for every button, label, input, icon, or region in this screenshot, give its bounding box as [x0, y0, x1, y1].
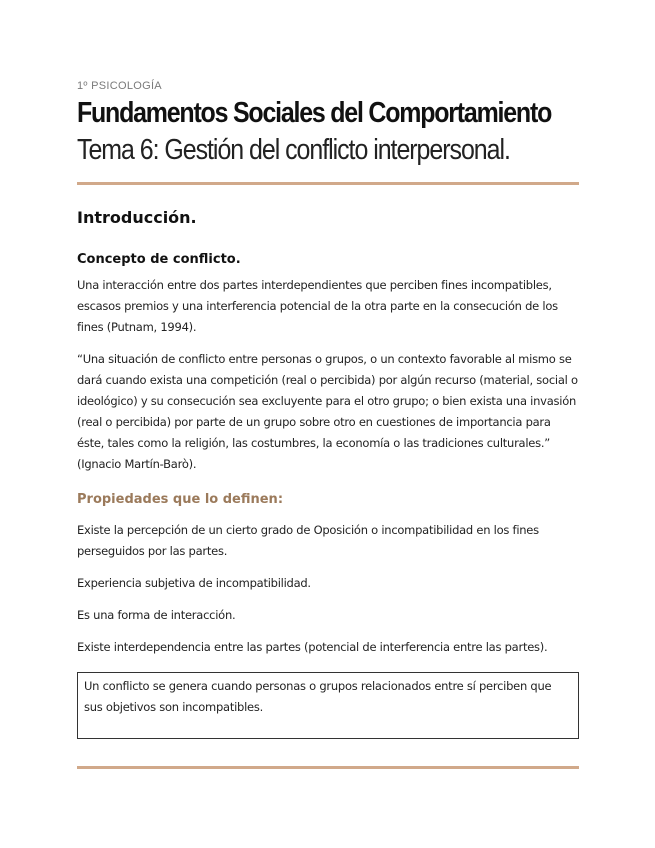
section-heading-introduccion: Introducción. — [77, 208, 197, 227]
footer-divider — [77, 766, 579, 769]
property-item: Es una forma de interacción. — [77, 608, 236, 622]
document-subtitle: Tema 6: Gestión del conflicto interpersonal. — [77, 134, 510, 166]
property-item: Existe la percepción de un cierto grado de Oposición o incompatibilidad en los fines perseguidos por las partes. — [77, 523, 539, 558]
header-divider — [77, 182, 579, 185]
document-title: Fundamentos Sociales del Comportamiento — [77, 97, 552, 129]
course-label: 1º PSICOLOGÍA — [77, 80, 162, 92]
callout-text: Un conflicto se genera cuando personas o grupos relacionados entre sí perciben que sus objetivos son incompatibles. — [84, 679, 552, 714]
property-item: Experiencia subjetiva de incompatibilidad. — [77, 576, 311, 590]
concept-paragraph: Una interacción entre dos partes interdependientes que perciben fines incompatibles, escasos premios y una interferencia potencial de la otra parte en la consecución de los fines (Putnam, 1994). — [77, 278, 558, 334]
definition-callout-box — [77, 672, 579, 739]
quote-paragraph: “Una situación de conflicto entre personas o grupos, o un contexto favorable al mismo se dará cuando exista una competición (real o percibida) por algún recurso (material, social o ideológico) y su consecución sea excluyente para el otro grupo; o bien exista una invasión (real o percibida) por parte de un grupo sobre otro en cuestiones de importancia para éste, tales como la religión, las costumbres, la economía o las tradiciones culturales.” (Ignacio Martín-Barò). — [77, 352, 578, 471]
subheading-concepto: Concepto de conflicto. — [77, 252, 241, 267]
property-item: Existe interdependencia entre las partes (potencial de interferencia entre las partes). — [77, 640, 548, 654]
document-page — [77, 78, 579, 769]
subheading-propiedades: Propiedades que lo definen: — [77, 492, 284, 507]
